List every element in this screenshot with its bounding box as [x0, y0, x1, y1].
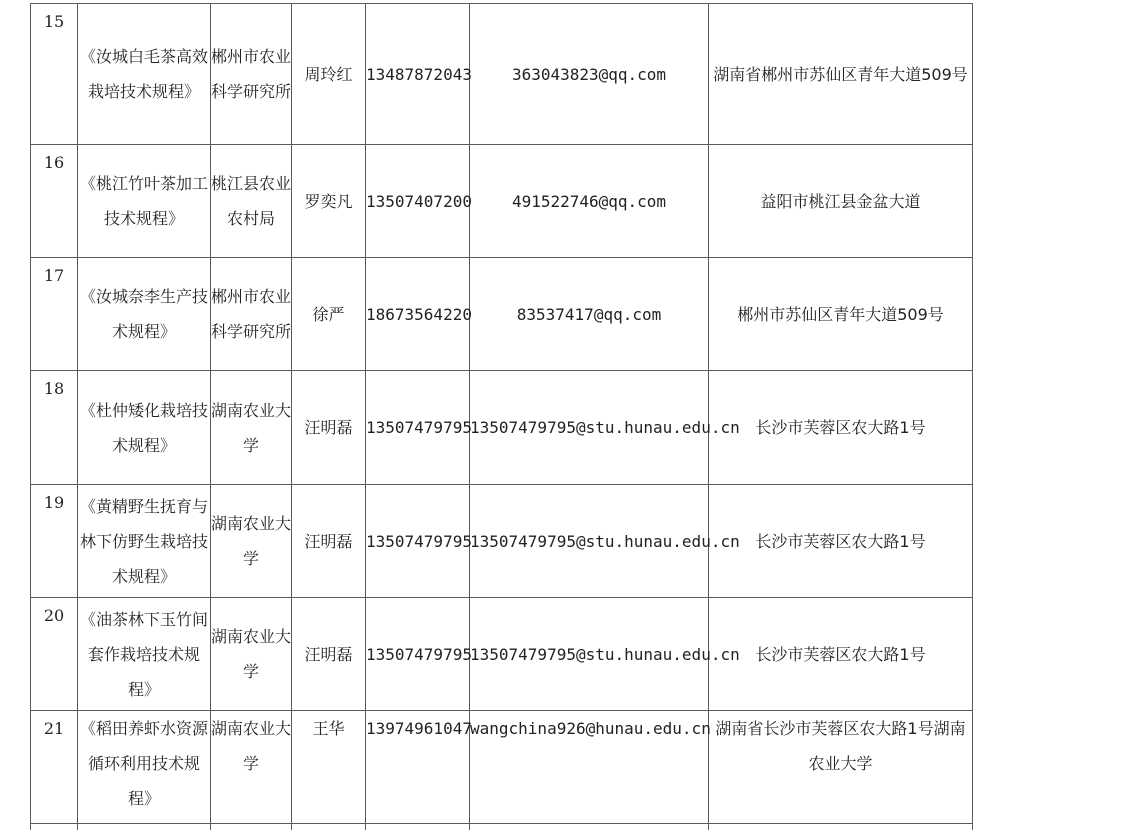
standard-name: 《杜仲矮化栽培技术规程》 — [78, 371, 211, 485]
standard-name: 《稻田养虾水资源循环利用技术规程》 — [78, 711, 211, 824]
mailing-address: 湖南省郴州市苏仙区青年大道509号 — [709, 4, 973, 145]
organization: 桃江县农业农村局 — [211, 145, 292, 258]
table-cell — [366, 824, 470, 830]
organization: 湖南农业大学 — [211, 371, 292, 485]
phone-number: 13487872043 — [366, 4, 470, 145]
mailing-address: 长沙市芙蓉区农大路1号 — [709, 371, 973, 485]
standard-name: 《油茶林下玉竹间套作栽培技术规程》 — [78, 598, 211, 711]
table-cell — [78, 824, 211, 830]
phone-number: 13507407200 — [366, 145, 470, 258]
table-row — [31, 4, 973, 145]
table-row — [31, 145, 973, 258]
contact-person: 汪明磊 — [292, 598, 366, 711]
mailing-address: 益阳市桃江县金盆大道 — [709, 145, 973, 258]
phone-number: 13507479795 — [366, 598, 470, 711]
row-number: 15 — [31, 4, 78, 145]
standard-name: 《黄精野生抚育与林下仿野生栽培技术规程》 — [78, 485, 211, 598]
email-address: 13507479795@stu.hunau.edu.cn — [470, 598, 709, 711]
phone-number: 13507479795 — [366, 485, 470, 598]
table-cell — [470, 824, 709, 830]
organization: 湖南农业大学 — [211, 711, 292, 824]
table-row — [31, 711, 973, 824]
row-number: 20 — [31, 598, 78, 711]
table-cell — [292, 824, 366, 830]
contact-table — [30, 3, 973, 830]
row-number: 17 — [31, 258, 78, 371]
email-address: wangchina926@hunau.edu.cn — [470, 711, 709, 824]
email-address: 491522746@qq.com — [470, 145, 709, 258]
contact-person: 汪明磊 — [292, 371, 366, 485]
mailing-address: 湖南省长沙市芙蓉区农大路1号湖南农业大学 — [709, 711, 973, 824]
organization: 郴州市农业科学研究所 — [211, 4, 292, 145]
email-address: 83537417@qq.com — [470, 258, 709, 371]
email-address: 363043823@qq.com — [470, 4, 709, 145]
organization: 湖南农业大学 — [211, 598, 292, 711]
phone-number: 13974961047 — [366, 711, 470, 824]
organization: 湖南农业大学 — [211, 485, 292, 598]
standards-contact-table — [30, 3, 972, 830]
row-number: 21 — [31, 711, 78, 824]
table-cell — [709, 824, 973, 830]
row-number: 18 — [31, 371, 78, 485]
email-address: 13507479795@stu.hunau.edu.cn — [470, 371, 709, 485]
standard-name: 《汝城奈李生产技术规程》 — [78, 258, 211, 371]
table-cell — [31, 824, 78, 830]
mailing-address: 长沙市芙蓉区农大路1号 — [709, 598, 973, 711]
contact-person: 罗奕凡 — [292, 145, 366, 258]
table-row — [31, 598, 973, 711]
standard-name: 《桃江竹叶茶加工技术规程》 — [78, 145, 211, 258]
row-number: 19 — [31, 485, 78, 598]
phone-number: 13507479795 — [366, 371, 470, 485]
row-number: 16 — [31, 145, 78, 258]
table-row — [31, 371, 973, 485]
contact-person: 汪明磊 — [292, 485, 366, 598]
contact-person: 王华 — [292, 711, 366, 824]
next-row-edge — [31, 824, 973, 830]
mailing-address: 郴州市苏仙区青年大道509号 — [709, 258, 973, 371]
table-row — [31, 485, 973, 598]
email-address: 13507479795@stu.hunau.edu.cn — [470, 485, 709, 598]
mailing-address: 长沙市芙蓉区农大路1号 — [709, 485, 973, 598]
phone-number: 18673564220 — [366, 258, 470, 371]
organization: 郴州市农业科学研究所 — [211, 258, 292, 371]
table-row — [31, 258, 973, 371]
contact-person: 周玲红 — [292, 4, 366, 145]
contact-person: 徐严 — [292, 258, 366, 371]
standard-name: 《汝城白毛茶高效栽培技术规程》 — [78, 4, 211, 145]
table-cell — [211, 824, 292, 830]
